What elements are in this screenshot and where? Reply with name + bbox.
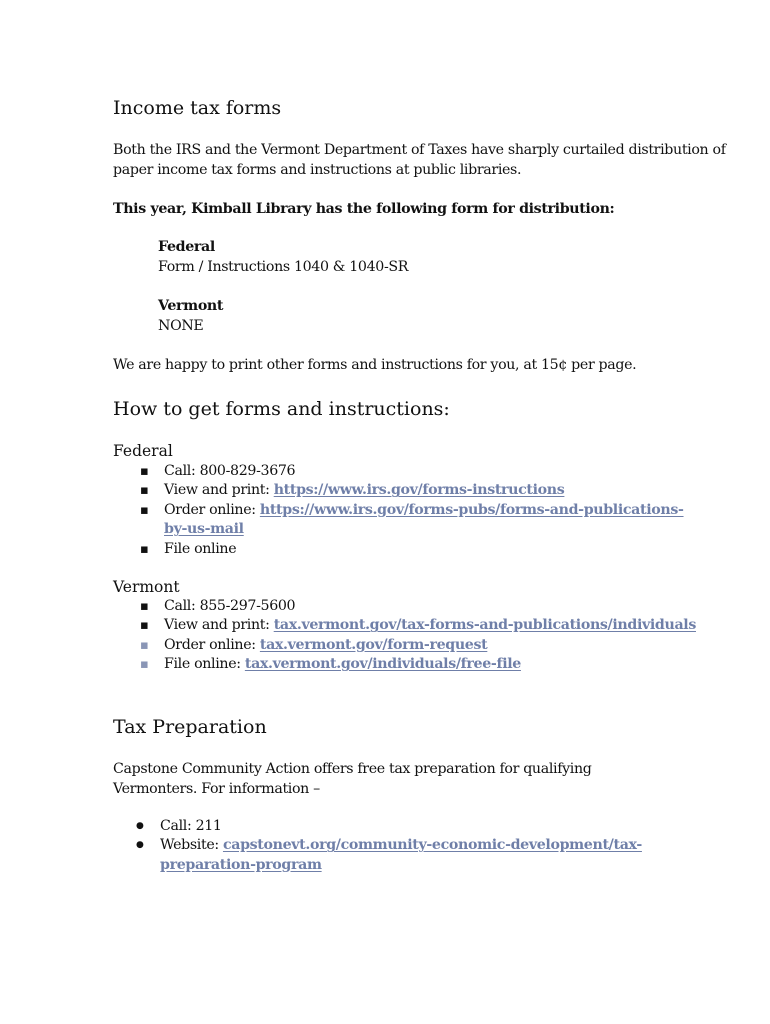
list-item [140, 597, 700, 616]
tax-prep-call: Call: 211 [160, 818, 222, 834]
heading-tax-preparation: Tax Preparation [113, 716, 267, 738]
vermont-subheading: Vermont [113, 578, 180, 596]
federal-order-link[interactable]: https://www.irs.gov/forms-pubs/forms-and-publications-by-us-mail [164, 501, 684, 538]
heading-income-tax-forms: Income tax forms [113, 97, 282, 119]
intro-paragraph: Both the IRS and the Vermont Department of Taxes have sharply curtailed distribution of paper income tax forms and instructions at public libraries. [113, 142, 726, 178]
federal-order-prefix: Order online: [164, 501, 260, 518]
tax-prep-list [136, 817, 696, 875]
tax-prep-website-prefix: Website: [160, 837, 223, 854]
vermont-file-prefix: File online: [164, 656, 245, 673]
vermont-list [140, 597, 700, 675]
tax-prep-website-link[interactable]: capstonevt.org/community-economic-development/tax-preparation-program [160, 837, 642, 873]
vermont-view-link[interactable]: tax.vermont.gov/tax-forms-and-publications/individuals [273, 617, 696, 634]
list-item [140, 481, 700, 500]
print-note: We are happy to print other forms and instructions for you, at 15¢ per page. [113, 357, 637, 373]
tax-prep-intro: Capstone Community Action offers free tax preparation for qualifying Vermonters. For information – [113, 761, 592, 797]
federal-file-online: File online [164, 540, 237, 557]
list-item [140, 655, 700, 674]
federal-view-link[interactable]: https://www.irs.gov/forms-instructions [273, 482, 565, 499]
federal-list [140, 462, 700, 559]
vermont-call: Call: 855-297-5600 [164, 598, 296, 614]
list-item [136, 836, 696, 875]
list-item [136, 817, 696, 836]
list-item [140, 540, 700, 559]
list-item [140, 616, 700, 635]
vermont-form-label: Vermont [158, 298, 224, 314]
heading-how-to-get-forms: How to get forms and instructions: [113, 398, 450, 420]
federal-view-prefix: View and print: [164, 482, 274, 499]
vermont-file-link[interactable]: tax.vermont.gov/individuals/free-file [244, 656, 521, 673]
federal-form-value: Form / Instructions 1040 & 1040-SR [158, 259, 409, 275]
list-item [140, 636, 700, 655]
federal-form-label: Federal [158, 239, 215, 255]
this-year-note: This year, Kimball Library has the following form for distribution: [113, 201, 615, 217]
list-item [140, 462, 700, 481]
vermont-order-prefix: Order online: [164, 636, 260, 653]
federal-call: Call: 800-829-3676 [164, 463, 296, 479]
vermont-form-value: NONE [158, 318, 204, 334]
federal-subheading: Federal [113, 442, 173, 460]
vermont-view-prefix: View and print: [164, 617, 274, 634]
vermont-order-link[interactable]: tax.vermont.gov/form-request [259, 636, 488, 653]
list-item [140, 501, 700, 540]
